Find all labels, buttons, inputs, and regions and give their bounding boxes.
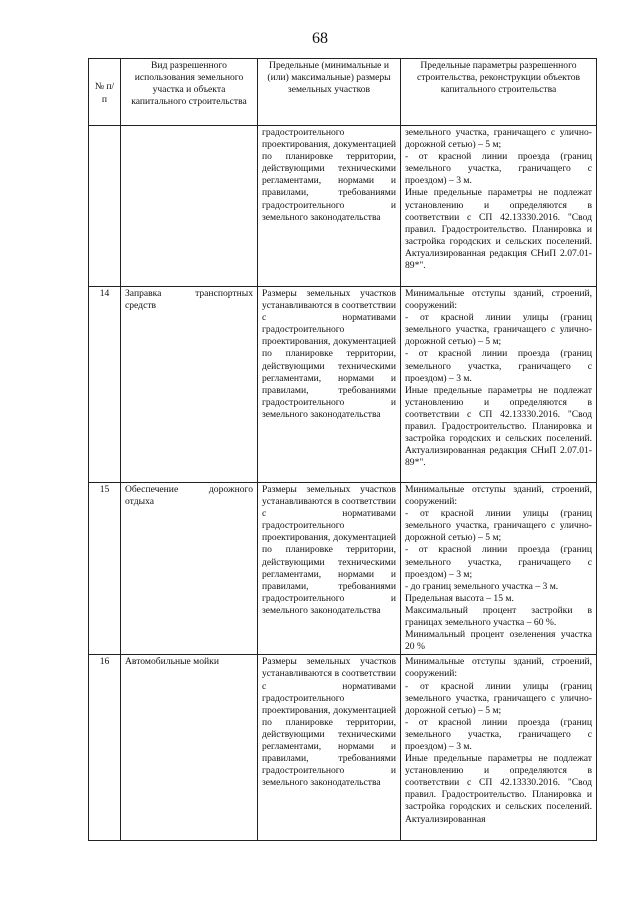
param-line: - от красной линии проезда (границ земельного участка, граничащего с проездом) – 3 м. — [405, 348, 592, 384]
param-line: Минимальные отступы зданий, строений, сооружений: — [405, 656, 592, 680]
row-plot-sizes: Размеры земельных участков устанавливаются в соответствии с нормативами градостроительного проектирования, документацией по планировке территории, действующими техническими регламентами, нормами и правилами, требованиями градостроительного и земельного законодательства — [258, 287, 401, 483]
param-line: - от красной линии проезда (границ земельного участка, граничащего с проездом) – 3 м. — [405, 716, 592, 752]
row-number: 16 — [89, 655, 121, 841]
header-permitted-use: Вид разрешенного использования земельного участка и объекта капитального строительства — [121, 59, 258, 126]
header-construction-params: Предельные параметры разрешенного строительства, реконструкции объектов капитального строительства — [401, 59, 597, 126]
row-construction-params — [401, 483, 597, 655]
param-line: Минимальный процент озеленения участка 20 % — [405, 629, 592, 653]
param-line: - от красной линии проезда (границ земельного участка, граничащего с проездом) – 3 м; — [405, 544, 592, 580]
param-line: - от красной линии улицы (границ земельного участка, граничащего с улично-дорожной сетью) – 5 м; — [405, 312, 592, 348]
row-construction-params — [401, 287, 597, 483]
param-line: Минимальные отступы зданий, строений, сооружений: — [405, 484, 592, 508]
param-line: земельного участка, граничащего с улично-дорожной сетью) – 5 м; — [405, 127, 592, 151]
table-row — [89, 287, 597, 483]
zoning-regulations-table — [88, 58, 597, 841]
table-row — [89, 655, 597, 841]
row-construction-params — [401, 126, 597, 287]
row-number — [89, 126, 121, 287]
row-number: 14 — [89, 287, 121, 483]
header-plot-sizes: Предельные (минимальные и (или) максимальные) размеры земельных участков — [258, 59, 401, 126]
param-line: Иные предельные параметры не подлежат установлению и определяются в соответствии с СП 42.13330.2016. "Свод правил. Градостроительство. Планировка и застройка городских и сельских поселений. Актуализированная — [405, 753, 592, 825]
row-construction-params — [401, 655, 597, 841]
table-row — [89, 126, 597, 287]
table-row — [89, 483, 597, 655]
row-plot-sizes: градостроительного проектирования, документацией по планировке территории, действующими техническими регламентами, нормами и правилами, требованиями градостроительного и земельного законодательства — [258, 126, 401, 287]
row-plot-sizes: Размеры земельных участков устанавливаются в соответствии с нормативами градостроительного проектирования, документацией по планировке территории, действующими техническими регламентами, нормами и правилами, требованиями градостроительного и земельного законодательства — [258, 655, 401, 841]
page-number: 68 — [312, 30, 328, 47]
param-line: Минимальные отступы зданий, строений, сооружений: — [405, 288, 592, 312]
param-line: - от красной линии улицы (границ земельного участка, граничащего с улично-дорожной сетью) – 5 м; — [405, 680, 592, 716]
header-number: № п/п — [89, 59, 121, 126]
param-line: - до границ земельного участка – 3 м. — [405, 580, 559, 592]
table-header-row — [89, 59, 597, 126]
param-line: Предельная высота – 15 м. — [405, 592, 514, 604]
param-line: Иные предельные параметры не подлежат установлению и определяются в соответствии с СП 42.13330.2016. "Свод правил. Градостроительство. Планировка и застройка городских и сельских поселений. Актуализированная редакция СНиП 2.07.01-89*". — [405, 187, 592, 272]
row-number: 15 — [89, 483, 121, 655]
row-plot-sizes: Размеры земельных участков устанавливаются в соответствии с нормативами градостроительного проектирования, документацией по планировке территории, действующими техническими регламентами, нормами и правилами, требованиями градостроительного и земельного законодательства — [258, 483, 401, 655]
row-permitted-use: Автомобильные мойки — [121, 655, 258, 841]
param-line: - от красной линии проезда (границ земельного участка, граничащего с проездом) – 3 м. — [405, 151, 592, 187]
param-line: Максимальный процент застройки в границах земельного участка – 60 %. — [405, 604, 592, 629]
row-permitted-use — [121, 126, 258, 287]
param-line: Иные предельные параметры не подлежат установлению и определяются в соответствии с СП 42.13330.2016. "Свод правил. Градостроительство. Планировка и застройка городских и сельских поселений. Актуализированная редакция СНиП 2.07.01-89*". — [405, 384, 592, 469]
row-permitted-use: Заправка транспортных средств — [121, 287, 258, 483]
row-permitted-use: Обеспечение дорожного отдыха — [121, 483, 258, 655]
param-line: - от красной линии улицы (границ земельного участка, граничащего с улично-дорожной сетью) – 5 м; — [405, 508, 592, 544]
